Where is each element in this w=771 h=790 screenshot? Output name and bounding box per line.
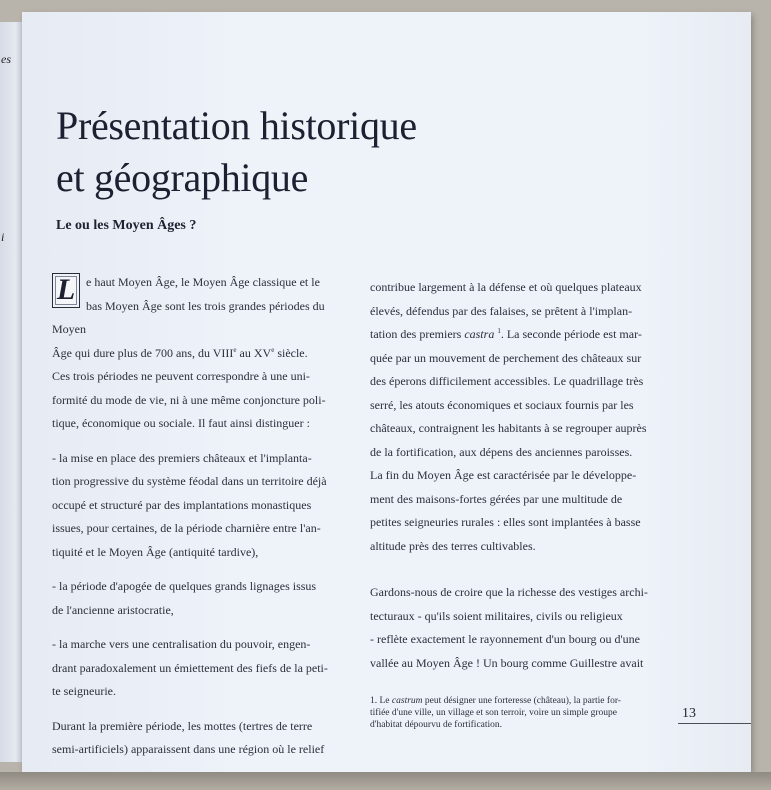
page-number: 13 (682, 706, 696, 721)
text-line: tecturaux - qu'ils soient militaires, civils ou religieux (370, 608, 623, 623)
page-title (56, 100, 417, 204)
left-column (52, 271, 337, 762)
text-line: Durant la première période, les mottes (tertres de terre (52, 718, 313, 733)
title-line: et géographique (56, 155, 309, 200)
text-line: tiquité et le Moyen Âge (antiquité tardive), (52, 544, 259, 559)
previous-page-text-fragment: es (1, 52, 11, 66)
text-line: bas Moyen Âge sont les trois grandes périodes du Moyen (52, 298, 325, 336)
text-line: Gardons-nous de croire que la richesse des vestiges archi- (370, 585, 648, 599)
text-line: châteaux, contraignent les habitants à se regrouper auprès (370, 421, 647, 435)
right-column (370, 276, 662, 675)
text-line: - reflète exactement le rayonnement d'un bourg ou d'une (370, 632, 640, 646)
title-line: Présentation historique (56, 103, 417, 148)
text-line: vallée au Moyen Âge ! Un bourg comme Guillestre avait (370, 655, 644, 670)
text-line: tique, économique ou sociale. Il faut ainsi distinguer : (52, 416, 310, 430)
text-line: Âge qui dure plus de 700 ans, du VIIIe au XVe siècle. (52, 345, 308, 360)
text-line: semi-artificiels) apparaissent dans une région où le relief (52, 742, 325, 756)
text-line: - la période d'apogée de quelques grands lignages issus (52, 579, 317, 593)
text-line: élevés, défendus par des falaises, se prêtent à l'implan- (370, 303, 633, 318)
footnote (370, 695, 670, 731)
text-line: des éperons difficilement accessibles. Le quadrillage très (370, 374, 644, 388)
section-heading: Le ou les Moyen Âges ? (56, 218, 197, 233)
text-line: - la marche vers une centralisation du pouvoir, engen- (52, 637, 311, 651)
text-line: de la fortification, aux dépens des anciennes paroisses. (370, 444, 633, 459)
text-line: altitude près des terres cultivables. (370, 538, 536, 553)
footnote-line: tifiée d'une ville, un village et son terroir, voire un simple groupe (370, 708, 617, 718)
text-line: - la mise en place des premiers châteaux et l'implanta- (52, 450, 312, 465)
drop-cap: L (52, 273, 80, 308)
table-surface (0, 772, 771, 790)
text-line: Ces trois périodes ne peuvent correspondre à une uni- (52, 369, 310, 383)
text-line: te seigneurie. (52, 684, 116, 698)
text-line: drant paradoxalement un émiettement des fiefs de la peti- (52, 660, 328, 675)
text-line: La fin du Moyen Âge est caractérisée par le développe- (370, 468, 637, 482)
footnote-line: 1. Le castrum peut désigner une forteresse (château), la partie for- (370, 696, 621, 706)
text-line: quée par un mouvement de perchement des châteaux sur (370, 350, 642, 365)
text-line: tion progressive du système féodal dans un territoire déjà (52, 474, 327, 488)
text-line: formité du mode de vie, ni à une même conjoncture poli- (52, 392, 326, 407)
previous-page-text-fragment: i (1, 230, 5, 244)
text-line: issues, pour certaines, de la période charnière entre l'an- (52, 521, 321, 535)
text-line: serré, les atouts économiques et sociaux fournis par les (370, 397, 634, 412)
page-number-rule (678, 723, 751, 724)
text-line: tation des premiers castra $^1$. La seconde période est mar- (370, 327, 642, 341)
text-line: petites seigneuries rurales : elles sont implantées à basse (370, 515, 641, 529)
text-line: de l'ancienne aristocratie, (52, 602, 174, 617)
footnote-line: d'habitat dépourvu de fortification. (370, 720, 503, 730)
first-paragraph (52, 271, 337, 436)
text-line: occupé et structuré par des implantations monastiques (52, 497, 312, 512)
text-line: e haut Moyen Âge, le Moyen Âge classique et le (86, 275, 320, 289)
previous-page-edge (0, 22, 22, 762)
text-line: ment des maisons-fortes gérées par une multitude de (370, 491, 623, 506)
text-line: contribue largement à la défense et où quelques plateaux (370, 280, 642, 294)
book-page (22, 12, 751, 772)
